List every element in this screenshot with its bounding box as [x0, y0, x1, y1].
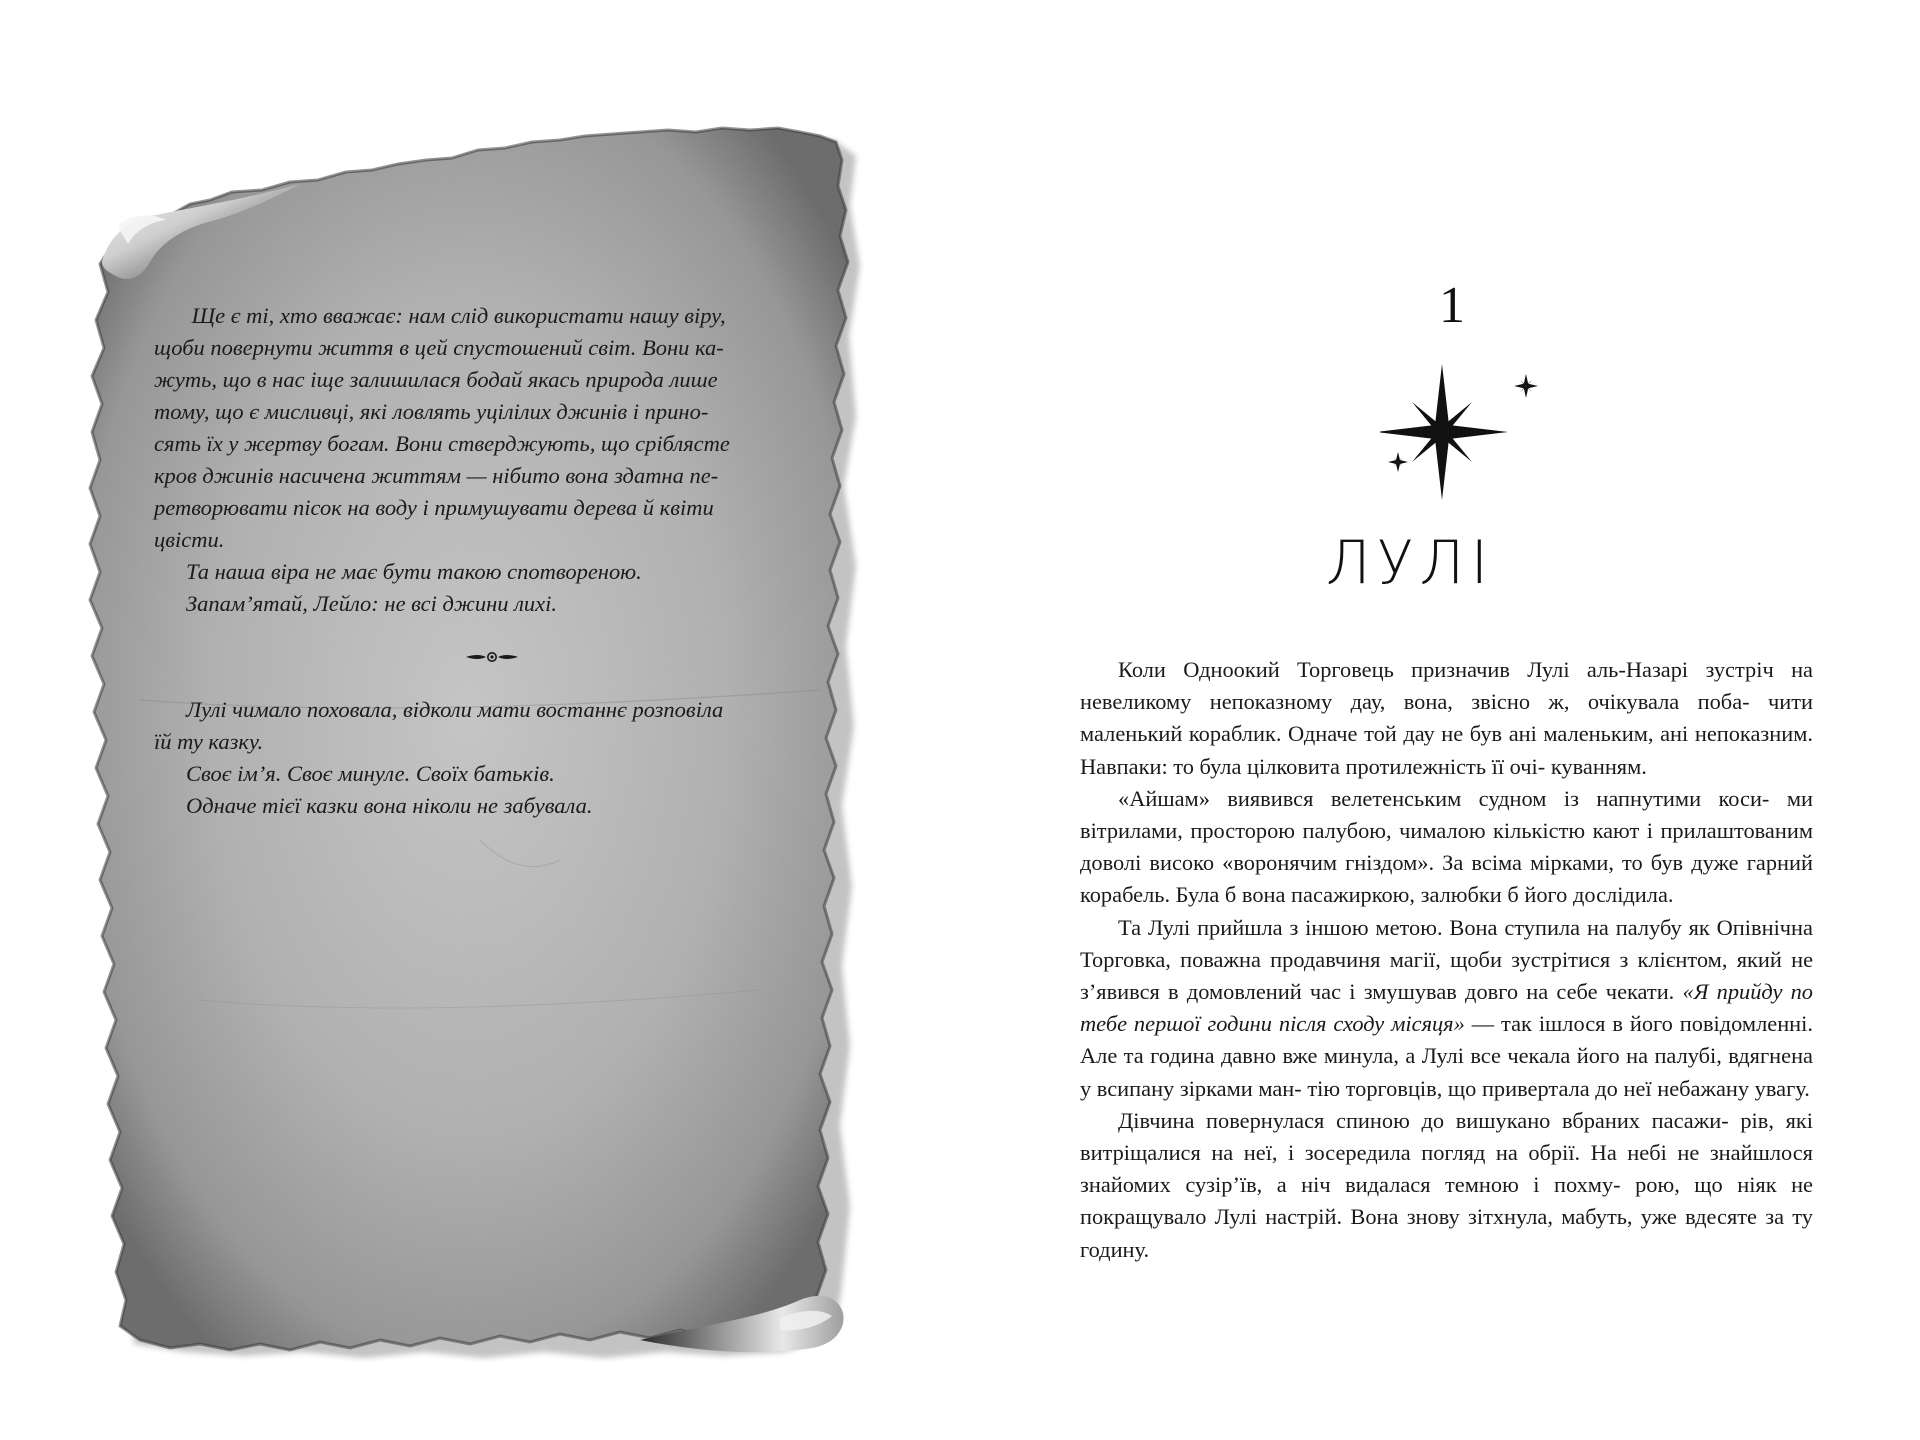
parchment-line: Своє ім’я. Своє минуле. Своїх батьків.	[186, 761, 555, 786]
text-line: Та Лулі прийшла з іншою метою. Вона ступила на палубу як	[1118, 914, 1710, 940]
parchment-line: Лулі чимало поховала, відколи мати востаннє розповіла	[186, 697, 724, 722]
paragraph-1	[1080, 654, 1813, 783]
chapter-body	[1080, 654, 1813, 1266]
parchment-paragraph-1	[154, 300, 798, 620]
text-line: куванням.	[1550, 753, 1647, 779]
ornamental-divider-row	[186, 620, 798, 694]
right-page	[960, 0, 1920, 1440]
text-line: чити маленький кораблик. Одначе той дау не був ані маленьким,	[1080, 689, 1813, 747]
ornamental-divider-icon	[464, 650, 520, 664]
text-line: —	[1464, 1011, 1495, 1037]
parchment-line: Запам’ятай, Лейло: не всі джини лихі.	[186, 591, 558, 616]
text-line: ані непоказним. Навпаки: то була цілковита протилежність її очі-	[1080, 721, 1813, 779]
text-line: залюбки б його дослідила.	[1420, 882, 1674, 908]
text-line: на себе чекати.	[1526, 979, 1683, 1005]
parchment-line: ретворювати пісок на воду і примушувати дерева й квіти	[154, 495, 714, 520]
parchment-line: щоби повернути життя в цей спустошений світ. Вони ка-	[154, 335, 724, 360]
parchment-line: кров джинів насичена життям — нібито вона здатна пе-	[154, 463, 719, 488]
text-line: Коли Одноокий Торговець призначив Лулі аль-Назарі зустріч	[1118, 657, 1774, 682]
text-line: а Лулі все чекала його на палубі, вдягнена у всипану зірками ман-	[1080, 1043, 1813, 1101]
text-line: «Айшам» виявився велетенським судном із напнутими коси-	[1118, 785, 1770, 811]
text-line: мірками, то був дуже гарний корабель. Була б вона пасажиркою,	[1080, 850, 1813, 908]
text-line: не знайшлося знайомих сузір’їв, а ніч видалася темною і похму-	[1080, 1140, 1813, 1198]
italic-quote: «Я прийду по тебе першої години після сходу місяця»	[1080, 979, 1813, 1037]
parchment-line: Одначе тієї казки вона ніколи не забувала.	[186, 793, 593, 818]
text-line: і прилаштованим доволі високо «воронячим гніздом». За всіма	[1080, 818, 1813, 876]
paragraph-3	[1080, 912, 1813, 1105]
text-line: з клієнтом, який не з’явився в домовлений час і змушував довго	[1080, 946, 1814, 1005]
text-line: Опівнічна Торговка, поважна продавчиня магії, щоби зустрітися	[1080, 914, 1813, 972]
compass-star-icon	[1380, 360, 1540, 510]
text-line: мабуть, уже вдесяте за ту годину.	[1080, 1204, 1813, 1262]
text-line: так ішлося в його повідомленні. Але та година давно вже минула,	[1080, 1011, 1813, 1069]
parchment-line: жуть, що в нас іще залишилася бодай якась природа лише	[154, 367, 718, 392]
parchment-paragraph-2	[154, 694, 798, 822]
parchment-line: цвісти.	[154, 527, 225, 552]
text-line: ми вітрилами, просторою палубою, чималою кількістю кают	[1080, 785, 1813, 844]
text-line: на невеликому непоказному дау, вона, звісно ж, очікувала поба-	[1080, 657, 1813, 715]
parchment-line: їй ту казку.	[154, 729, 264, 754]
parchment-line: сять їх у жертву богам. Вони стверджують, що сріблясте	[154, 431, 730, 456]
parchment-line: Та наша віра не має бути такою спотвореною.	[186, 559, 642, 584]
text-line: тію торговців, що привертала до неї небажану увагу.	[1307, 1075, 1810, 1101]
parchment-line: Ще є ті, хто вважає: нам слід використати нашу віру,	[191, 303, 726, 328]
chapter-number: 1	[1439, 277, 1465, 334]
paragraph-2	[1080, 783, 1813, 912]
chapter-title: ЛУЛІ	[1325, 528, 1495, 598]
parchment-line: тому, що є мисливці, які ловлять уцілілих джинів і прино-	[154, 399, 709, 424]
text-line: Дівчина повернулася спиною до вишукано вбраних пасажи-	[1118, 1107, 1729, 1133]
paragraph-4	[1080, 1105, 1813, 1266]
parchment-text	[154, 300, 798, 822]
text-line: рів, які витріщалися на неї, і зосередила погляд на обрії. На небі	[1080, 1107, 1813, 1166]
text-line: рою, що ніяк не покращувало Лулі настрій. Вона знову зітхнула,	[1080, 1172, 1813, 1230]
